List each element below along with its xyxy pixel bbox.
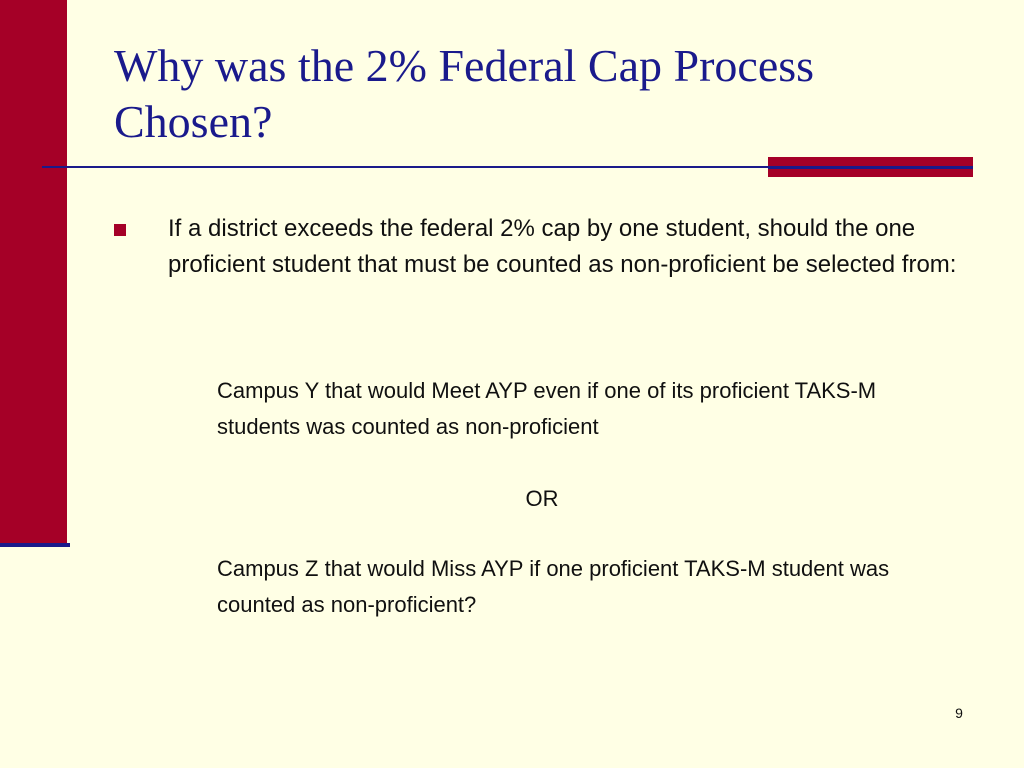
title-corner-accent-line xyxy=(768,166,973,169)
page-number: 9 xyxy=(955,705,963,721)
or-separator: OR xyxy=(525,486,559,511)
bullet-question: If a district exceeds the federal 2% cap by one student, should the one proficient student that must be counted as non-proficient be selected from: xyxy=(168,215,957,278)
left-accent-bar-underline xyxy=(0,543,70,547)
slide-title: Why was the 2% Federal Cap Process Chosen? xyxy=(114,40,815,147)
option-campus-z: Campus Z that would Miss AYP if one proficient TAKS-M student was counted as non-proficient? xyxy=(217,556,890,617)
option-campus-y: Campus Y that would Meet AYP even if one of its proficient TAKS-M students was counted as non-proficient xyxy=(217,378,877,439)
left-accent-bar xyxy=(0,0,67,547)
square-bullet-icon xyxy=(114,224,126,236)
